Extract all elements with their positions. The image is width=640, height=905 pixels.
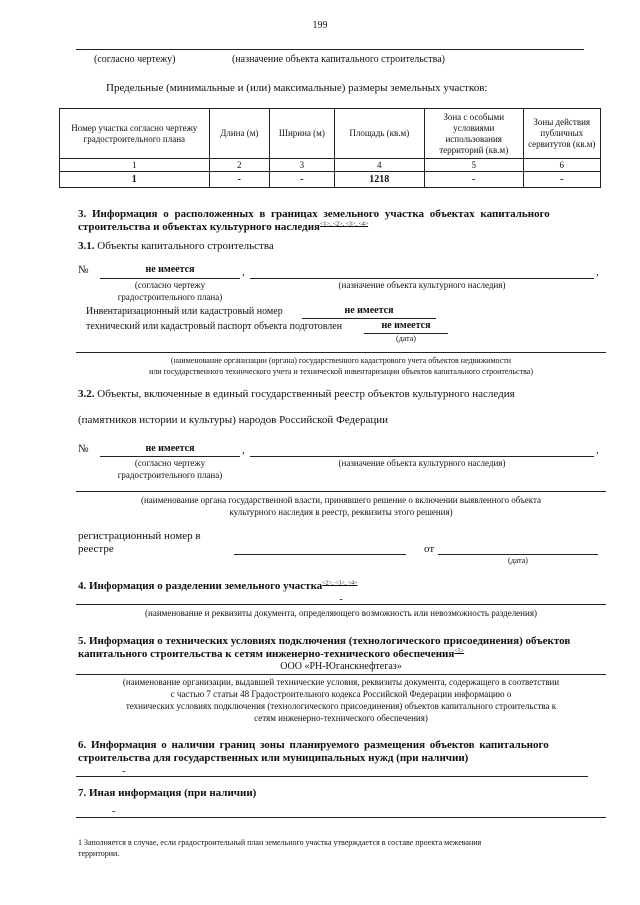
section4-rule: [76, 604, 606, 605]
subsection-3-2-title-cont: (памятников истории и культуры) народов Российской Федерации: [78, 414, 389, 426]
section3-title-text: строительства и объектах культурного наследия: [78, 221, 321, 233]
inventory-line: [302, 318, 436, 319]
comma-separator: ,: [242, 444, 245, 456]
number-sign: №: [78, 264, 89, 276]
section4-title-text: 4. Информация о разделении земельного участка: [78, 580, 323, 592]
table-cell: 1218: [334, 172, 424, 188]
section4-caption: (наименование и реквизиты документа, определяющего возможность или невозможность разделения): [145, 608, 537, 618]
table-col-number: 2: [209, 159, 269, 172]
table-header: Длина (м): [209, 109, 269, 159]
section6-title-line2: строительства для государственных или муниципальных нужд (при наличии): [78, 752, 469, 764]
section6-value: -: [122, 766, 126, 777]
section4-title: [78, 580, 358, 592]
label-per-drawing: (согласно чертежу: [134, 458, 206, 468]
inventory-label: Инвентаризационный или кадастровый номер: [86, 306, 283, 317]
label-gradplan: градостроительного плана): [117, 292, 223, 302]
org-caption-line2: или государственного технического учета и технической инвентаризации объектов капитального строительства): [148, 367, 533, 376]
inventory-value: не имеется: [344, 305, 394, 316]
comma-separator: ,: [242, 266, 245, 278]
label-gradplan: градостроительного плана): [117, 470, 223, 480]
table-col-number: 5: [424, 159, 523, 172]
comma-separator: ,: [596, 444, 599, 456]
section5-title-text: капитального строительства к сетям инженерно-технического обеспечения: [78, 648, 455, 660]
section5-title-line1: 5. Информация о технических условиях подключения (технологического присоединения) объектов: [78, 635, 571, 647]
section5-caption-line4: сетям инженерно-технического обеспечения): [254, 713, 428, 723]
comma-separator: ,: [596, 266, 599, 278]
table-header: Зоны действия публичных сервитутов (кв.м): [523, 109, 600, 159]
section5-caption-line1: (наименование организации, выдавшей технические условия, реквизиты документа, содержащего в соответствии: [122, 677, 560, 687]
label-construction-purpose: (назначение объекта капитального строительства): [232, 54, 445, 65]
table-col-number: 3: [270, 159, 335, 172]
cultural-purpose-line: [250, 278, 594, 279]
reg-number-label: регистрационный номер в: [78, 530, 201, 542]
sizes-caption: Предельные (минимальные и (или) максимальные) размеры земельных участков:: [106, 82, 488, 94]
top-rule: [76, 49, 584, 50]
table-col-number: 1: [60, 159, 210, 172]
table-header: Ширина (м): [270, 109, 335, 159]
plot-sizes-table: [59, 108, 601, 188]
table-header: Зона с особыми условиями использования территорий (кв.м): [424, 109, 523, 159]
subsection-3-2-number: 3.2.: [78, 388, 95, 400]
table-col-number: 6: [523, 159, 600, 172]
label-cultural-purpose: (назначение объекта культурного наследия): [338, 458, 506, 468]
section3-title-line2: [78, 221, 368, 233]
authority-caption-line1: (наименование органа государственной власти, принявшего решение о включении выявленного объекта: [140, 495, 542, 505]
org-caption-line1: (наименование организации (органа) государственного кадастрового учета объектов недвижимости: [170, 356, 512, 365]
object-number-value: не имеется: [145, 264, 195, 275]
table-cell: -: [523, 172, 600, 188]
subsection-3-1-title: Объекты капитального строительства: [97, 240, 274, 252]
section5-caption-line2: с частью 7 статьи 48 Градостроительного кодекса Российской Федерации информацию о: [170, 689, 512, 699]
table-col-number: 4: [334, 159, 424, 172]
org-rule: [76, 352, 606, 353]
table-cell: -: [424, 172, 523, 188]
section6-title-line1: 6. Информация о наличии границ зоны планируемого размещения объектов капитального: [78, 739, 549, 751]
subsection-3-1: [78, 240, 274, 252]
registry-object-number-line: [100, 456, 240, 457]
section7-value: -: [112, 806, 116, 817]
subsection-3-2: [78, 388, 515, 400]
label-cultural-purpose: (назначение объекта культурного наследия): [338, 280, 506, 290]
table-cell: -: [209, 172, 269, 188]
section5-value: ООО «РН-Юганскнефтегаз»: [280, 661, 402, 672]
authority-rule: [76, 491, 606, 492]
section3-refs: <1>, <2>, <3>, <4>: [320, 221, 369, 228]
subsection-3-1-number: 3.1.: [78, 240, 95, 252]
footnote-line1: 1 Заполняется в случае, если градостроительный план земельного участка утверждается в составе проекта межевания: [78, 838, 482, 847]
date-label: (дата): [508, 556, 528, 565]
page-number: 199: [312, 20, 328, 31]
object-number-line: [100, 278, 240, 279]
section5-title-line2: [78, 648, 464, 660]
label-per-drawing-top: (согласно чертежу): [94, 54, 176, 65]
reg-number-line: [234, 554, 406, 555]
table-header: Номер участка согласно чертежу градостроительного плана: [60, 109, 210, 159]
section6-rule: [76, 776, 588, 777]
footnote-line2: территории.: [78, 849, 120, 858]
section5-refs: <5>: [454, 648, 465, 655]
registry-purpose-line: [250, 456, 594, 457]
table-cell: -: [270, 172, 335, 188]
section4-value: -: [339, 594, 343, 605]
reg-registry-label: реестре: [78, 543, 114, 555]
reg-date-line: [438, 554, 598, 555]
passport-label: технический или кадастровый паспорт объекта подготовлен: [86, 321, 343, 332]
section5-caption-line3: технических условиях подключения (технологического присоединения) объектов капитального строительства к: [125, 701, 557, 711]
registry-object-number-value: не имеется: [145, 443, 195, 454]
table-cell: 1: [60, 172, 210, 188]
subsection-3-2-title: Объекты, включенные в единый государственный реестр объектов культурного наследия: [97, 388, 515, 400]
number-sign: №: [78, 443, 89, 455]
passport-value: не имеется: [381, 320, 431, 331]
table-header: Площадь (кв.м): [334, 109, 424, 159]
section7-title: 7. Иная информация (при наличии): [78, 787, 257, 799]
from-label: от: [424, 543, 435, 555]
section5-rule: [76, 674, 606, 675]
date-label: (дата): [396, 334, 416, 343]
authority-caption-line2: культурного наследия в реестр, реквизиты этого решения): [229, 507, 453, 517]
label-per-drawing: (согласно чертежу: [134, 280, 206, 290]
section4-refs: <2>, <3>, <4>: [322, 580, 358, 587]
section3-title-line1: 3. Информация о расположенных в границах земельного участка объектах капитального: [78, 208, 550, 220]
section7-rule: [76, 817, 606, 818]
